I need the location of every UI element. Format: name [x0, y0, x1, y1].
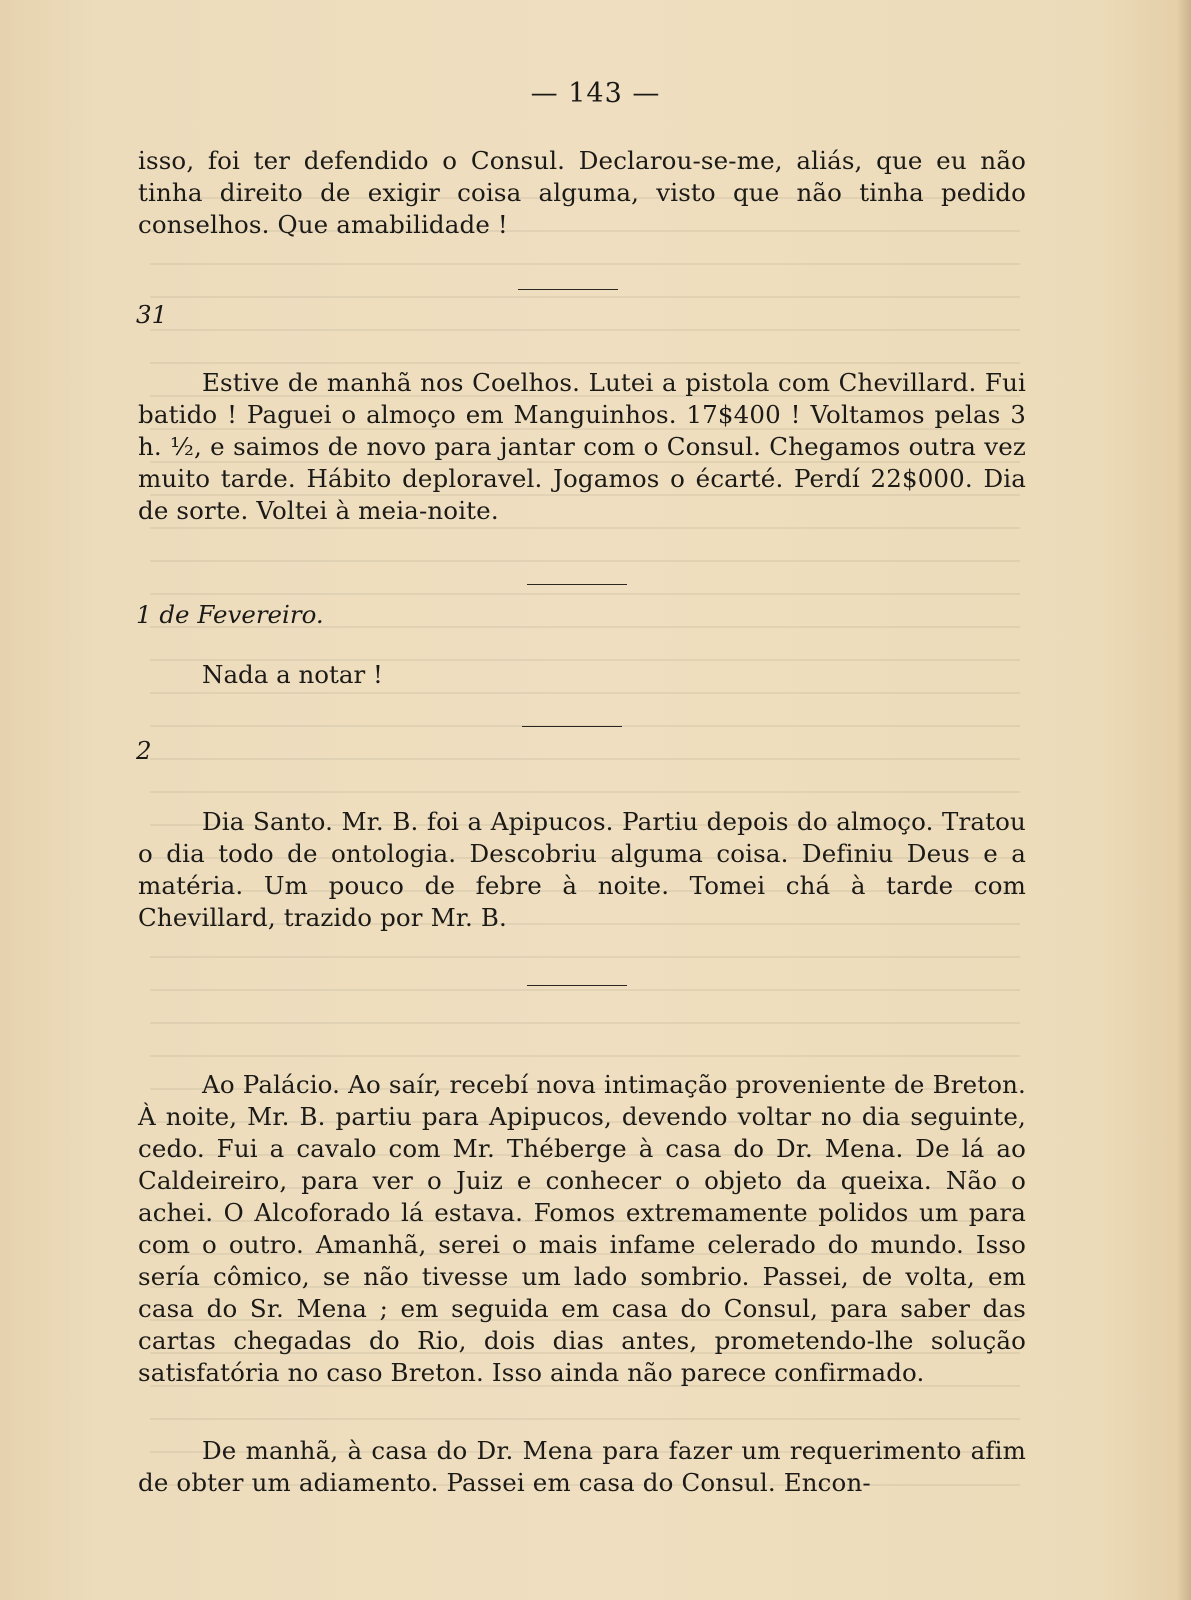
- entry-date-2: 2: [136, 736, 152, 765]
- entry-date-31: 31: [136, 300, 168, 329]
- section-divider: [518, 289, 618, 290]
- entry-2-paragraph: Dia Santo. Mr. B. foi a Apipucos. Partiu depois do almoço. Tratou o dia todo de ontologia. Descobriu alguma coisa. Definiu Deus e a matéria. Um pouco de febre à noite. Tomei chá à tarde com Chevillard, trazido por Mr. B.: [138, 807, 1026, 932]
- entry-feb-1-note: Nada a notar !: [202, 660, 383, 689]
- page-edge-shadow: [1177, 0, 1191, 1600]
- page-number: — 143 —: [530, 78, 661, 109]
- section-divider: [527, 584, 627, 585]
- entry-3-paragraph-2: De manhã, à casa do Dr. Mena para fazer um requerimento afim de obter um adiamento. Passei em casa do Consul. Encon-: [138, 1436, 1026, 1497]
- entry-date-feb-1: 1 de Fevereiro.: [136, 600, 324, 629]
- entry-31-paragraph: Estive de manhã nos Coelhos. Lutei a pistola com Chevillard. Fui batido ! Paguei o almoço em Manguinhos. 17$400 ! Voltamos pelas 3 h. ½, e saimos de novo para jantar com o Consul. Chegamos outra vez muito tarde. Hábito deploravel. Jogamos o écarté. Perdí 22$000. Dia de sorte. Voltei à meia-noite.: [138, 368, 1026, 525]
- entry-3-paragraph-1: Ao Palácio. Ao saír, recebí nova intimação proveniente de Breton. À noite, Mr. B. partiu para Apipucos, devendo voltar no dia seguinte, cedo. Fui a cavalo com Mr. Théberge à casa do Dr. Mena. De lá ao Caldeireiro, para ver o Juiz e conhecer o objeto da queixa. Não o achei. O Alcoforado lá estava. Fomos extremamente polidos um para com o outro. Amanhã, serei o mais infame celerado do mundo. Isso sería cômico, se não tivesse um lado sombrio. Passei, de volta, em casa do Sr. Mena ; em seguida em casa do Consul, para saber das cartas chegadas do Rio, dois dias antes, prometendo-lhe solução satisfatória no caso Breton. Isso ainda não parece confirmado.: [138, 1070, 1026, 1387]
- section-divider: [527, 985, 627, 986]
- section-divider: [522, 726, 622, 727]
- intro-paragraph: isso, foi ter defendido o Consul. Declarou-se-me, aliás, que eu não tinha direito de exigir coisa alguma, visto que não tinha pedido conselhos. Que amabilidade !: [138, 146, 1026, 239]
